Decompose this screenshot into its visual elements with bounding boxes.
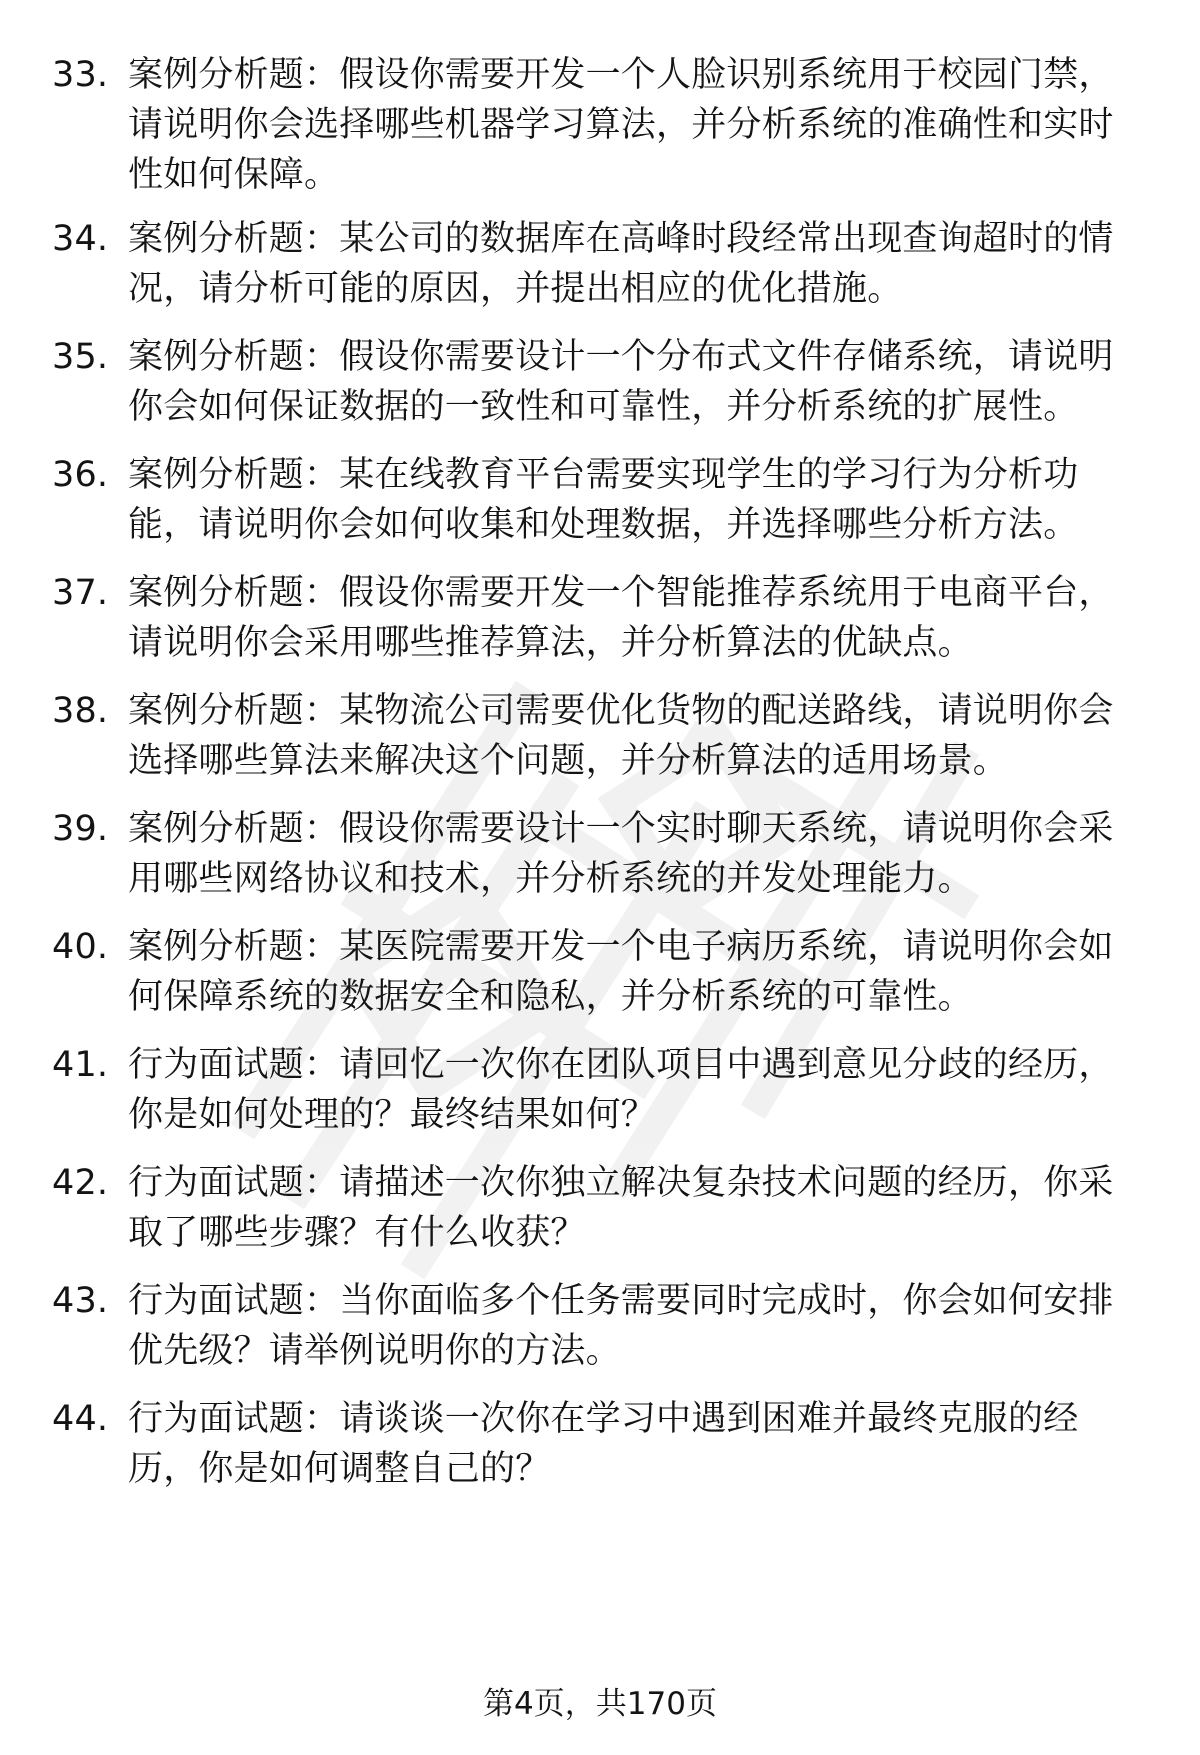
question-text: [128, 1394, 1152, 1494]
question-number: 35.: [52, 337, 109, 377]
question-text: [128, 450, 1152, 550]
question-text-line: 案例分析题：假设你需要开发一个人脸识别系统用于校园门禁，: [128, 55, 1114, 95]
question-number: 34.: [52, 219, 109, 259]
question-item: [52, 214, 1152, 314]
question-text-line: 性如何保障。: [128, 155, 340, 195]
question-text-line: 优先级？请举例说明你的方法。: [128, 1331, 621, 1371]
question-item: [52, 1158, 1152, 1258]
question-text: [128, 686, 1152, 786]
question-number: 37.: [52, 573, 109, 613]
question-text-line: 行为面试题：请描述一次你独立解决复杂技术问题的经历，你采: [128, 1163, 1114, 1203]
question-text-line: 你是如何处理的？最终结果如何？: [128, 1095, 657, 1135]
question-item: [52, 450, 1152, 550]
question-text-line: 行为面试题：当你面临多个任务需要同时完成时，你会如何安排: [128, 1281, 1114, 1321]
question-text: [128, 1276, 1152, 1376]
question-number: 40.: [52, 927, 109, 967]
question-text-line: 请说明你会选择哪些机器学习算法，并分析系统的准确性和实时: [128, 105, 1114, 145]
question-item: [52, 922, 1152, 1022]
question-item: [52, 1040, 1152, 1140]
question-text-line: 能，请说明你会如何收集和处理数据，并选择哪些分析方法。: [128, 505, 1079, 545]
question-text: [128, 50, 1152, 200]
question-number: 38.: [52, 691, 109, 731]
question-text-line: 案例分析题：某物流公司需要优化货物的配送路线，请说明你会: [128, 691, 1114, 731]
question-number: 43.: [52, 1281, 109, 1321]
question-text-line: 用哪些网络协议和技术，并分析系统的并发处理能力。: [128, 859, 973, 899]
question-text-line: 行为面试题：请回忆一次你在团队项目中遇到意见分歧的经历，: [128, 1045, 1114, 1085]
question-text-line: 何保障系统的数据安全和隐私，并分析系统的可靠性。: [128, 977, 973, 1017]
question-number: 33.: [52, 55, 109, 95]
question-item: [52, 50, 1152, 200]
question-item: [52, 1394, 1152, 1494]
question-item: [52, 686, 1152, 786]
question-text: [128, 922, 1152, 1022]
question-text: [128, 214, 1152, 314]
question-item: [52, 568, 1152, 668]
question-text-line: 行为面试题：请谈谈一次你在学习中遇到困难并最终克服的经: [128, 1399, 1079, 1439]
question-item: [52, 804, 1152, 904]
question-text-line: 案例分析题：假设你需要开发一个智能推荐系统用于电商平台，: [128, 573, 1114, 613]
page-footer: [0, 1684, 1200, 1724]
question-text-line: 请说明你会采用哪些推荐算法，并分析算法的优缺点。: [128, 623, 973, 663]
question-text-line: 取了哪些步骤？有什么收获？: [128, 1213, 586, 1253]
question-text-line: 况，请分析可能的原因，并提出相应的优化措施。: [128, 269, 903, 309]
question-number: 42.: [52, 1163, 109, 1203]
question-text-line: 历，你是如何调整自己的？: [128, 1449, 551, 1489]
question-text: [128, 804, 1152, 904]
question-text-line: 案例分析题：某医院需要开发一个电子病历系统，请说明你会如: [128, 927, 1114, 967]
question-item: [52, 332, 1152, 432]
question-text-line: 案例分析题：某公司的数据库在高峰时段经常出现查询超时的情: [128, 219, 1114, 259]
question-text-line: 案例分析题：假设你需要设计一个实时聊天系统，请说明你会采: [128, 809, 1114, 849]
question-text: [128, 568, 1152, 668]
page-number-label: 第4页，共170页: [483, 1686, 717, 1722]
question-text: [128, 332, 1152, 432]
question-number: 41.: [52, 1045, 109, 1085]
question-number: 36.: [52, 455, 109, 495]
question-text-line: 案例分析题：某在线教育平台需要实现学生的学习行为分析功: [128, 455, 1079, 495]
question-text-line: 你会如何保证数据的一致性和可靠性，并分析系统的扩展性。: [128, 387, 1079, 427]
question-item: [52, 1276, 1152, 1376]
question-number: 39.: [52, 809, 109, 849]
question-text: [128, 1040, 1152, 1140]
question-text-line: 选择哪些算法来解决这个问题，并分析算法的适用场景。: [128, 741, 1009, 781]
question-number: 44.: [52, 1399, 109, 1439]
question-text: [128, 1158, 1152, 1258]
question-text-line: 案例分析题：假设你需要设计一个分布式文件存储系统，请说明: [128, 337, 1114, 377]
